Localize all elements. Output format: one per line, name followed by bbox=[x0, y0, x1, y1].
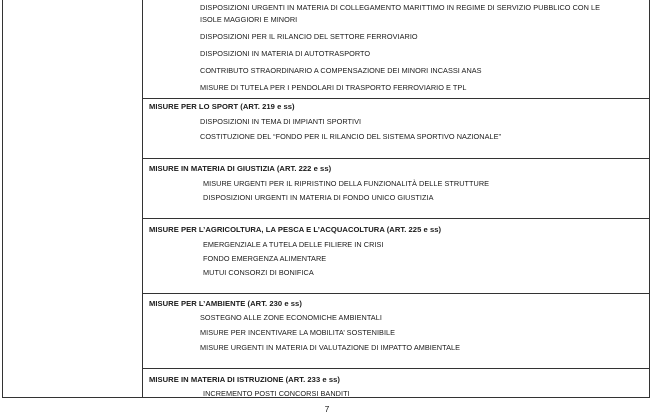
list-item: MISURE URGENTI PER IL RIPRISTINO DELLA FUNZIONALITÀ DELLE STRUTTURE bbox=[203, 179, 490, 188]
right-content-column bbox=[143, 0, 649, 397]
measures-table bbox=[2, 0, 650, 398]
list-item: CONTRIBUTO STRAORDINARIO A COMPENSAZIONE DEI MINORI INCASSI ANAS bbox=[200, 66, 482, 75]
list-item: DISPOSIZIONI IN MATERIA DI AUTOTRASPORTO bbox=[200, 49, 371, 58]
transport-section-continued bbox=[143, 0, 649, 98]
page-number: 7 bbox=[324, 404, 330, 414]
list-item: FONDO EMERGENZA ALIMENTARE bbox=[203, 254, 327, 263]
left-empty-column bbox=[3, 0, 143, 397]
list-item: DISPOSIZIONI URGENTI IN MATERIA DI COLLEGAMENTO MARITTIMO IN REGIME DI SERVIZIO PUBBLICO CON LE bbox=[200, 3, 601, 12]
justice-section bbox=[143, 158, 649, 218]
section-title: MISURE PER L’AGRICOLTURA, LA PESCA E L’ACQUACOLTURA (ART. 225 e ss) bbox=[149, 225, 442, 234]
agriculture-section bbox=[143, 218, 649, 293]
section-title: MISURE PER L’AMBIENTE (ART. 230 e ss) bbox=[149, 299, 302, 308]
list-item: DISPOSIZIONI IN TEMA DI IMPIANTI SPORTIVI bbox=[200, 117, 362, 126]
list-item: SOSTEGNO ALLE ZONE ECONOMICHE AMBIENTALI bbox=[200, 313, 382, 322]
list-item: MISURE URGENTI IN MATERIA DI VALUTAZIONE DI IMPATTO AMBIENTALE bbox=[200, 343, 461, 352]
list-item: DISPOSIZIONI PER IL RILANCIO DEL SETTORE FERROVIARIO bbox=[200, 32, 418, 41]
section-title: MISURE PER LO SPORT (ART. 219 e ss) bbox=[149, 102, 295, 111]
list-item: EMERGENZIALE A TUTELA DELLE FILIERE IN CRISI bbox=[203, 240, 384, 249]
list-item: MISURE DI TUTELA PER I PENDOLARI DI TRASPORTO FERROVIARIO E TPL bbox=[200, 83, 467, 92]
list-item: MUTUI CONSORZI DI BONIFICA bbox=[203, 268, 314, 277]
list-item: DISPOSIZIONI URGENTI IN MATERIA DI FONDO UNICO GIUSTIZIA bbox=[203, 193, 434, 202]
education-section bbox=[143, 368, 649, 398]
list-item: ISOLE MAGGIORI E MINORI bbox=[200, 15, 298, 24]
list-item: COSTITUZIONE DEL “FONDO PER IL RILANCIO DEL SISTEMA SPORTIVO NAZIONALE” bbox=[200, 132, 502, 141]
sport-section bbox=[143, 98, 649, 158]
section-title: MISURE IN MATERIA DI ISTRUZIONE (ART. 233 e ss) bbox=[149, 375, 340, 384]
list-item: INCREMENTO POSTI CONCORSI BANDITI bbox=[203, 389, 350, 398]
environment-section bbox=[143, 293, 649, 368]
section-title: MISURE IN MATERIA DI GIUSTIZIA (ART. 222 e ss) bbox=[149, 164, 332, 173]
list-item: MISURE PER INCENTIVARE LA MOBILITA’ SOSTENIBILE bbox=[200, 328, 396, 337]
